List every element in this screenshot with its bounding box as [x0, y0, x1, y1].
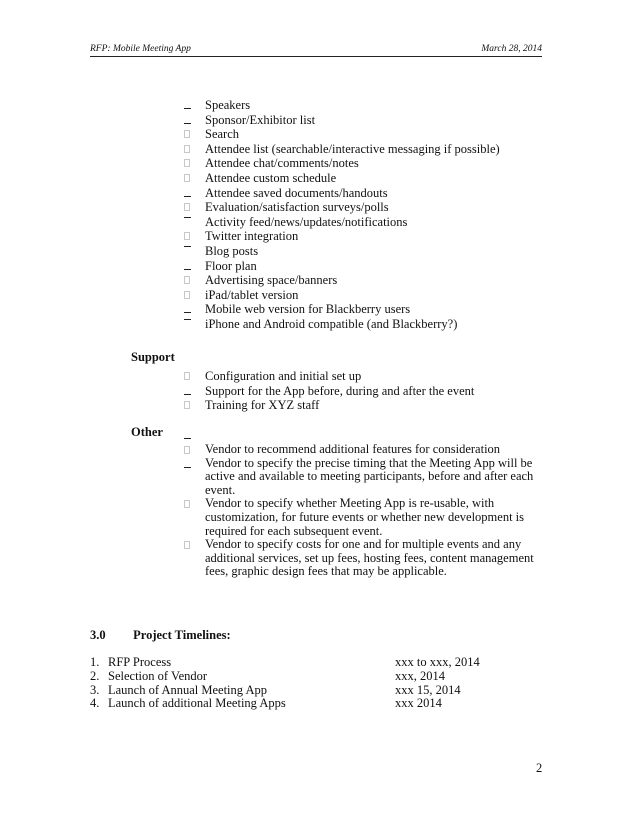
support-item-text: Support for the App before, during and after the event [205, 383, 475, 398]
bullet-box-icon [184, 460, 191, 468]
header-date: March 28, 2014 [481, 44, 542, 54]
timeline-task: RFP Process [108, 655, 172, 669]
other-item [184, 497, 544, 538]
feature-item-text: Evaluation/satisfaction surveys/polls [205, 200, 389, 215]
bullet-box-icon [184, 232, 190, 240]
bullet-box-icon [184, 174, 190, 182]
features-list [184, 98, 500, 332]
feature-item [184, 317, 500, 332]
feature-item-text: Advertising space/banners [205, 273, 338, 288]
bullet-box-icon [184, 291, 190, 299]
bullet-box-icon [184, 217, 191, 225]
bullet-box-icon [184, 387, 191, 395]
timeline-task: Launch of Annual Meeting App [108, 682, 267, 697]
feature-item-text: Attendee custom schedule [205, 170, 337, 185]
support-list [184, 369, 474, 413]
feature-item-text: Attendee saved documents/handouts [205, 185, 388, 200]
timeline-row [90, 656, 490, 670]
feature-item [184, 259, 500, 274]
timeline-task: Selection of Vendor [108, 668, 208, 683]
page-header [90, 44, 542, 57]
feature-item [184, 229, 500, 244]
bullet-box-icon [184, 145, 190, 153]
feature-item [184, 113, 500, 128]
feature-item [184, 98, 500, 113]
other-item-text: Vendor to recommend additional features for consideration [205, 442, 501, 456]
feature-item-text: iPhone and Android compatible (and Blackberry?) [205, 316, 458, 331]
feature-item-text: Twitter integration [205, 229, 299, 244]
other-item-text: Vendor to specify the precise timing that the Meeting App will be active and available to meeting participants, before and after each event. [205, 455, 534, 497]
bullet-box-icon [184, 130, 190, 138]
other-heading: Other [131, 425, 163, 439]
timeline-task: Launch of additional Meeting Apps [108, 696, 286, 711]
feature-item [184, 186, 500, 201]
bullet-box-icon [184, 319, 191, 327]
feature-item [184, 156, 500, 171]
bullet-box-icon [184, 246, 191, 254]
feature-item [184, 215, 500, 230]
timeline-number: 4. [90, 696, 100, 711]
timeline-date: xxx, 2014 [395, 668, 445, 683]
support-item-text: Training for XYZ staff [205, 398, 320, 413]
feature-item-text: Speakers [205, 98, 251, 112]
feature-item [184, 127, 500, 142]
timeline-number: 1. [90, 655, 100, 669]
bullet-box-icon [184, 276, 190, 284]
section-number: 3.0 [90, 628, 106, 642]
bullet-box-icon [184, 305, 191, 313]
feature-item [184, 171, 500, 186]
other-dash-mark [184, 438, 191, 439]
feature-item-text: Attendee list (searchable/interactive messaging if possible) [205, 141, 500, 156]
support-item [184, 369, 474, 384]
other-item-text: Vendor to specify whether Meeting App is re-usable, with customization, for future events or whether new development is required for each subsequent event. [205, 496, 525, 538]
timelines-heading [90, 628, 231, 643]
support-item [184, 398, 474, 413]
timeline-date: xxx 2014 [395, 696, 442, 711]
feature-item-text: Activity feed/news/updates/notifications [205, 214, 408, 229]
other-item [184, 538, 544, 579]
timeline-number: 3. [90, 682, 100, 697]
section-title: Project Timelines: [133, 628, 231, 642]
timeline-row [90, 670, 490, 684]
timeline-row [90, 697, 490, 711]
timeline-row [90, 684, 490, 698]
bullet-box-icon [184, 541, 190, 549]
bullet-box-icon [184, 500, 190, 508]
bullet-box-icon [184, 116, 191, 124]
feature-item-text: Search [205, 127, 240, 142]
other-list [184, 443, 544, 579]
page-number: 2 [536, 761, 543, 775]
other-item-text: Vendor to specify costs for one and for multiple events and any additional services, set up fees, hosting fees, content management fees, graphic design fees that may be applicable. [205, 537, 534, 579]
header-title: RFP: Mobile Meeting App [90, 44, 191, 54]
bullet-box-icon [184, 446, 190, 454]
feature-item [184, 288, 500, 303]
bullet-box-icon [184, 159, 190, 167]
bullet-box-icon [184, 189, 191, 197]
feature-item-text: Blog posts [205, 243, 259, 258]
bullet-box-icon [184, 372, 190, 380]
timeline-list [90, 656, 490, 711]
feature-item [184, 244, 500, 259]
feature-item-text: Mobile web version for Blackberry users [205, 302, 411, 317]
feature-item-text: Floor plan [205, 258, 257, 273]
other-item [184, 457, 544, 498]
other-item [184, 443, 544, 457]
feature-item-text: Sponsor/Exhibitor list [205, 112, 316, 127]
feature-item-text: Attendee chat/comments/notes [205, 156, 359, 171]
bullet-box-icon [184, 101, 191, 109]
support-item [184, 384, 474, 399]
timeline-date: xxx 15, 2014 [395, 682, 461, 697]
feature-item [184, 273, 500, 288]
bullet-box-icon [184, 262, 191, 270]
support-heading: Support [131, 350, 175, 364]
feature-item [184, 200, 500, 215]
timeline-date: xxx to xxx, 2014 [395, 655, 480, 669]
feature-item [184, 302, 500, 317]
bullet-box-icon [184, 401, 190, 409]
feature-item [184, 142, 500, 157]
support-item-text: Configuration and initial set up [205, 369, 362, 383]
bullet-box-icon [184, 203, 190, 211]
feature-item-text: iPad/tablet version [205, 287, 299, 302]
timeline-number: 2. [90, 668, 100, 683]
